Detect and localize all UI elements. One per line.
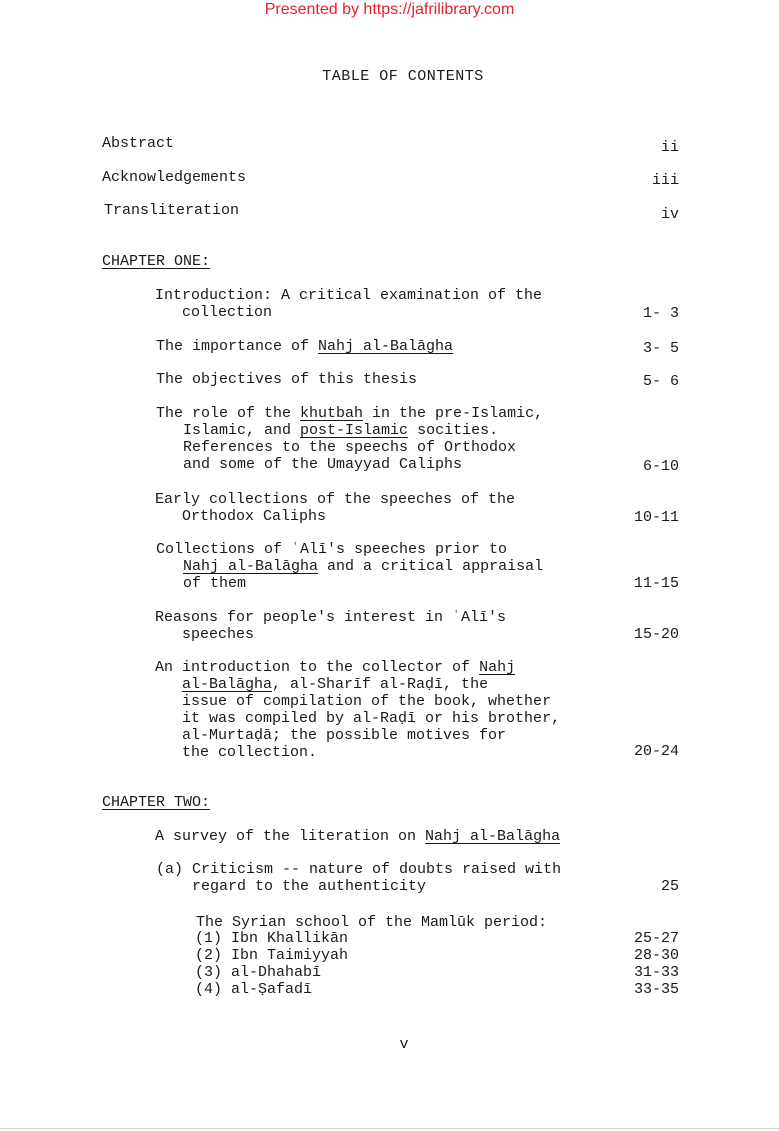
- toc-label: (4) al-Ṣafadī: [195, 981, 313, 998]
- toc-label: Acknowledgements: [102, 169, 247, 186]
- toc-label: (3) al-Dhahabī: [195, 964, 322, 981]
- toc-page: 25-27: [633, 930, 679, 947]
- toc-label: Reasons for people's interest in ʿAlī's speeches: [155, 609, 507, 643]
- toc-page: iv: [660, 206, 679, 223]
- toc-page: iii: [651, 172, 679, 189]
- toc-label: Introduction: A critical examination of the collection: [155, 287, 543, 321]
- toc-label: The Syrian school of the Mamlūk period:: [196, 914, 548, 931]
- toc-label: An introduction to the collector of Nahj al-Balāgha, al-Sharīf al-Raḍī, the issue of compilation of the book, whether it was compiled by al-Raḍī or his brother, al-Murtaḍā; the possible motives for the collection.: [155, 659, 561, 761]
- toc-label: Collections of ʿAlī's speeches prior to Nahj al-Balāgha and a critical appraisal of them: [156, 541, 544, 592]
- toc-page: 15-20: [633, 626, 679, 643]
- toc-page: 10-11: [633, 509, 679, 526]
- toc-label: Abstract: [102, 135, 175, 152]
- toc-label: (a) Criticism -- nature of doubts raised with regard to the authenticity: [156, 861, 562, 895]
- toc-label: Transliteration: [104, 202, 240, 219]
- toc-page: 33-35: [633, 981, 679, 998]
- toc-page: 20-24: [633, 743, 679, 760]
- bottom-divider: [0, 1128, 779, 1129]
- toc-label: The importance of Nahj al-Balāgha: [156, 338, 454, 355]
- toc-page: 31-33: [633, 964, 679, 981]
- toc-page: 6-10: [642, 458, 679, 475]
- source-banner: Presented by https://jafrilibrary.com: [264, 1, 515, 18]
- toc-label: A survey of the literation on Nahj al-Balāgha: [155, 828, 561, 845]
- toc-label: The role of the khutbah in the pre-Islamic, Islamic, and post-Islamic socities. References to the speechs of Orthodox and some of the Umayyad Caliphs: [156, 405, 544, 473]
- toc-page: 28-30: [633, 947, 679, 964]
- toc-label: (1) Ibn Khallikān: [195, 930, 349, 947]
- chapter-two-heading: CHAPTER TWO:: [102, 794, 211, 811]
- toc-label: (2) Ibn Taimiyyah: [195, 947, 349, 964]
- toc-label: The objectives of this thesis: [156, 371, 418, 388]
- toc-page: 11-15: [633, 575, 679, 592]
- toc-page: 5- 6: [642, 373, 679, 390]
- toc-page: 3- 5: [642, 340, 679, 357]
- toc-label: Early collections of the speeches of the Orthodox Caliphs: [155, 491, 516, 525]
- page-title: TABLE OF CONTENTS: [322, 68, 484, 85]
- toc-page: ii: [660, 139, 679, 156]
- chapter-one-heading: CHAPTER ONE:: [102, 253, 211, 270]
- page-number: v: [399, 1036, 409, 1053]
- toc-page: 1- 3: [642, 305, 679, 322]
- toc-page: 25: [660, 878, 679, 895]
